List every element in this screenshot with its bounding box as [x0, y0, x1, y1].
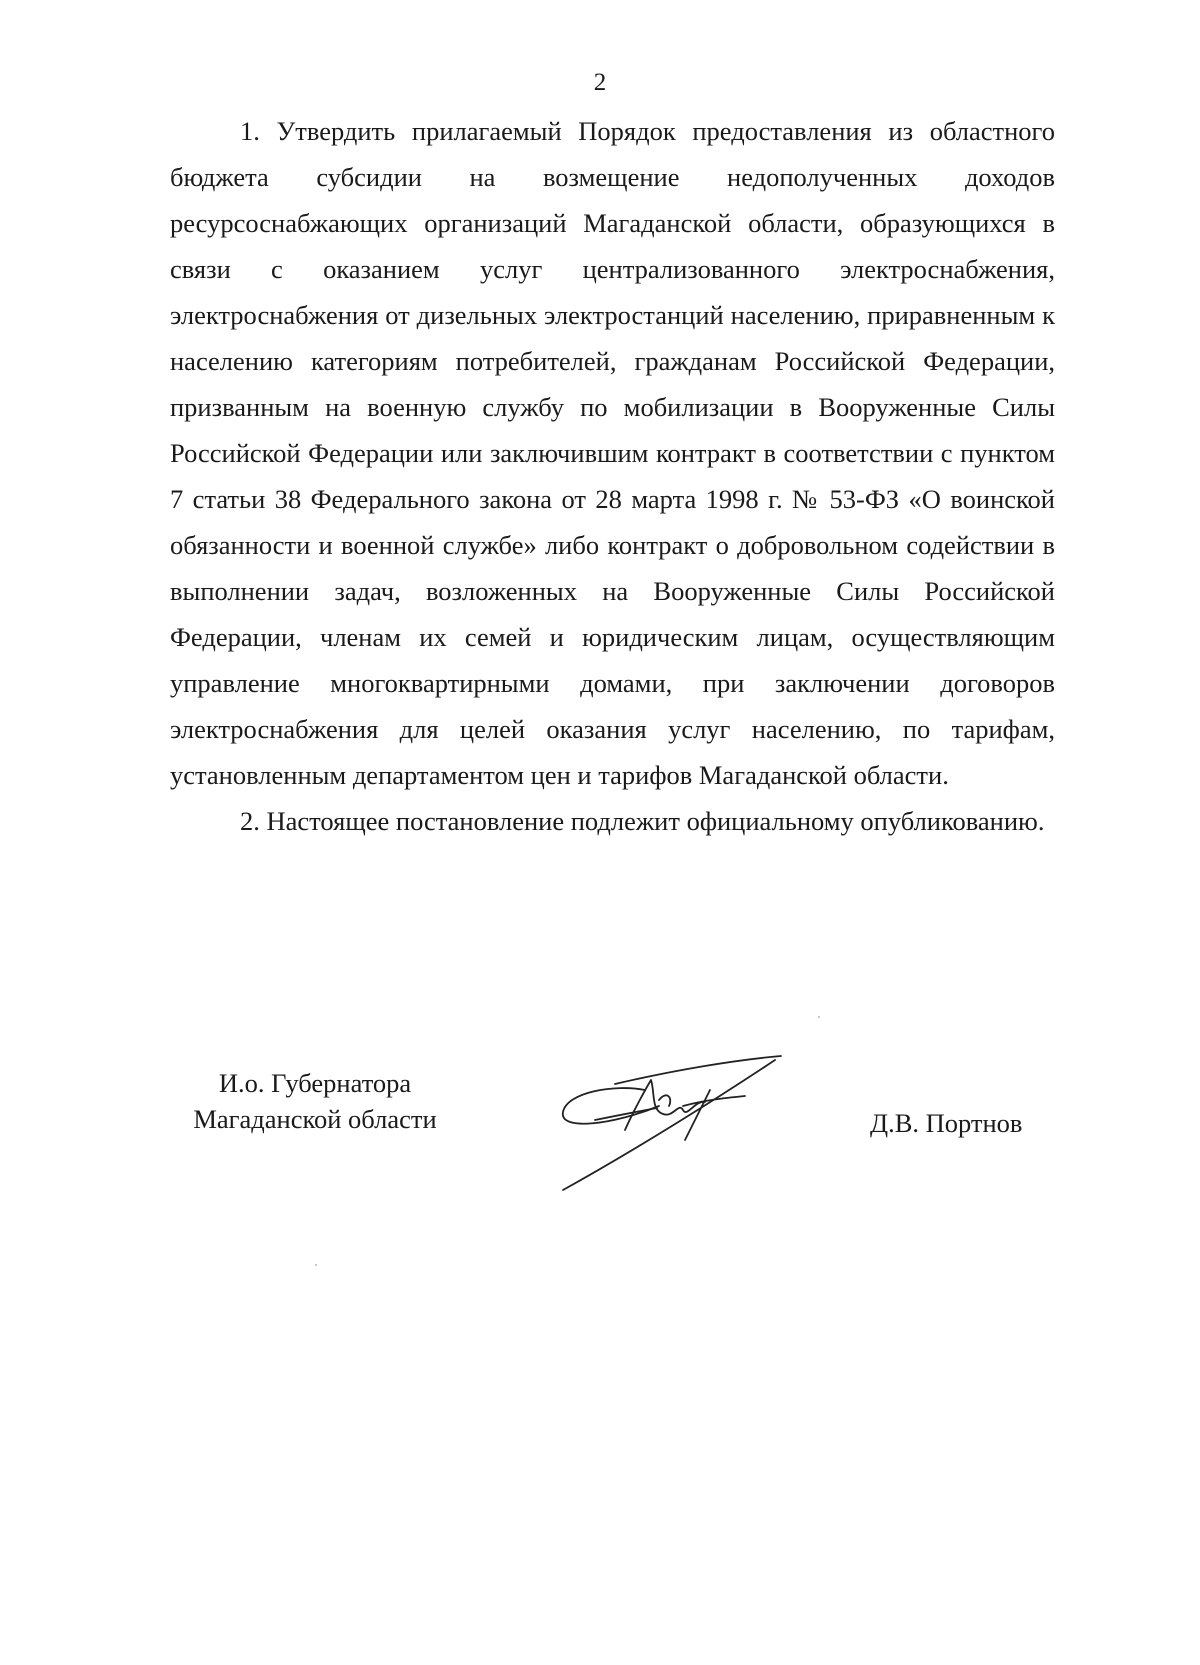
scan-speck	[315, 1264, 317, 1266]
handwritten-signature	[555, 1040, 835, 1200]
signatory-name: Д.В. Портнов	[870, 1108, 1023, 1138]
paragraph-2: 2. Настоящее постановление подлежит официальному опубликованию.	[240, 806, 1045, 836]
signatory-title-line-2: Магаданской области	[193, 1104, 437, 1134]
paragraph-1: 1. Утвердить прилагаемый Порядок предоставления из областного бюджета субсидии на возмещение недополученных доходов ресурсоснабжающих организаций Магаданской области, образующихся в связи с оказанием услуг централизованного электроснабжения, электроснабжения от дизельных электростанций населению, приравненным к населению категориям потребителей, гражданам Российской Федерации, призванным на военную службу по мобилизации в Вооруженные Силы Российской Федерации или заключившим контракт в соответствии с пунктом 7 статьи 38 Федерального закона от 28 марта 1998 г. № 53-ФЗ «О воинской обязанности и военной службе» либо контракт о добровольном содействии в выполнении задач, возложенных на Вооруженные Силы Российской Федерации, членам их семей и юридическим лицам, осуществляющим управление многоквартирными домами, при заключении договоров электроснабжения для целей оказания услуг населению, по тарифам, установленным департаментом цен и тарифов Магаданской области.	[170, 116, 1055, 790]
page-number: 2	[593, 69, 607, 96]
document-body	[170, 108, 1055, 844]
scan-speck	[818, 1016, 820, 1018]
signatory-title	[170, 1065, 460, 1137]
signatory-title-line-1: И.о. Губернатора	[218, 1068, 412, 1098]
